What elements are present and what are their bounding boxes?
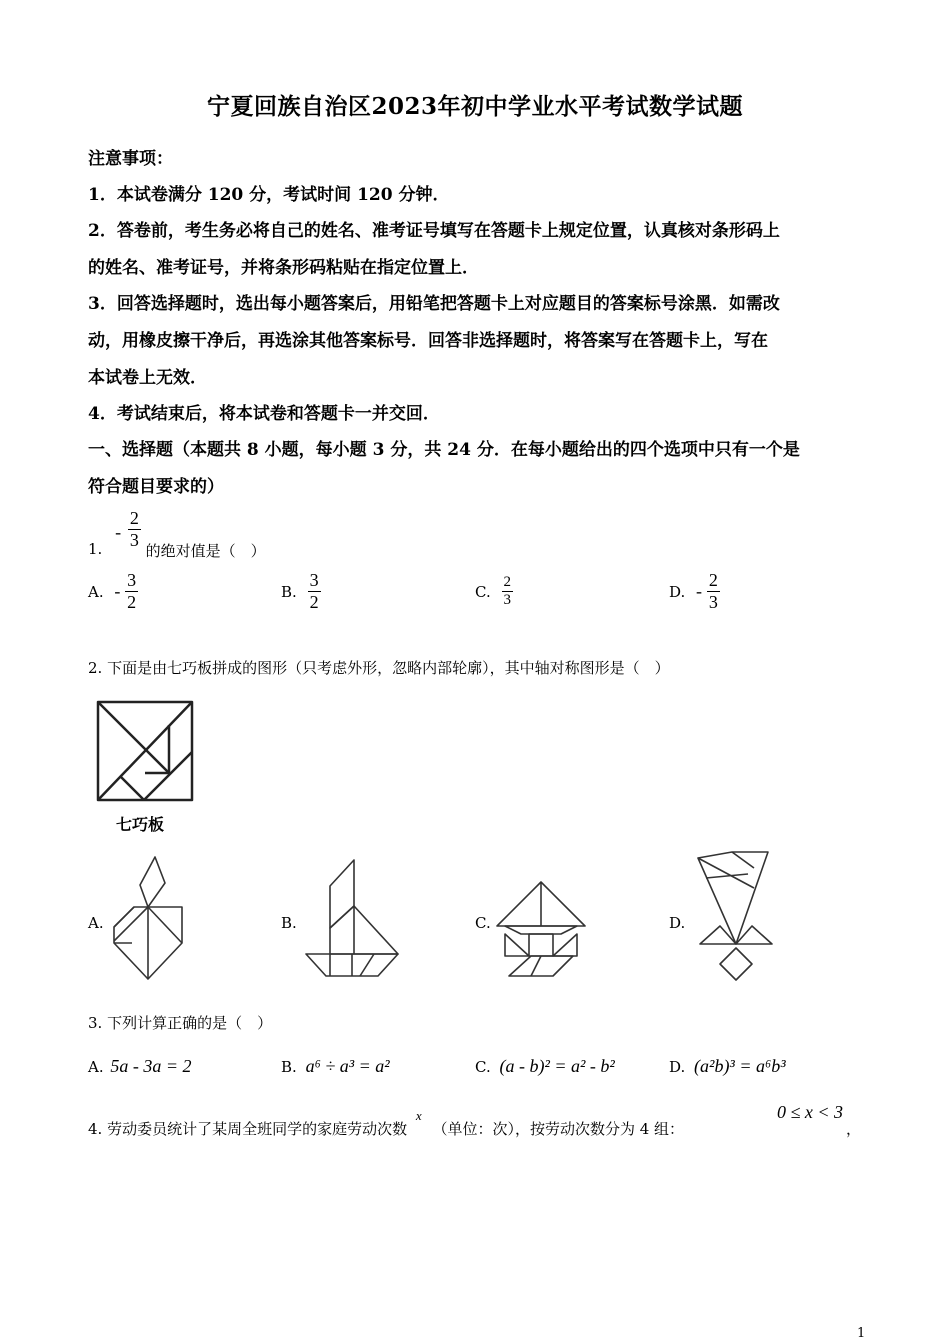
inequality: 0 ≤ x < 3 <box>777 1102 844 1122</box>
question-number: 1. <box>88 540 103 558</box>
option-a[interactable]: A. <box>88 914 104 932</box>
option-expr: a⁶ ÷ a³ = a² <box>305 1056 390 1076</box>
option-d[interactable]: D. <box>669 914 686 932</box>
numerator: 3 <box>127 570 137 590</box>
option-c[interactable]: C. <box>475 914 491 932</box>
option-label: A. <box>88 1058 104 1076</box>
denominator: 3 <box>503 592 511 608</box>
notice-line: 1．本试卷满分 120 分，考试时间 120 分钟． <box>88 185 450 205</box>
option-d[interactable] <box>669 1056 786 1077</box>
tangram-shape-d[interactable] <box>692 848 774 982</box>
neg-sign: - <box>115 522 122 542</box>
tangram-figure <box>96 700 196 804</box>
option-c[interactable] <box>475 1056 615 1077</box>
option-a[interactable] <box>88 570 138 613</box>
tangram-shape-c[interactable] <box>495 880 591 980</box>
option-label: A. <box>88 582 104 601</box>
numerator: 2 <box>503 574 511 590</box>
fraction <box>125 570 138 613</box>
option-expr: (a²b)³ = a⁶b³ <box>694 1056 786 1076</box>
option-expr: 5a - 3a = 2 <box>110 1056 192 1076</box>
question-1 <box>88 508 266 561</box>
fraction <box>128 508 141 551</box>
notice-line: 4．考试结束后，将本试卷和答题卡一并交回． <box>88 404 440 424</box>
question-4-text <box>88 1108 685 1139</box>
neg-sign: - <box>114 581 121 601</box>
option-b[interactable] <box>281 570 321 613</box>
option-b[interactable] <box>281 1056 390 1077</box>
notice-line: 2．答卷前，考生务必将自己的姓名、准考证号填写在答题卡上规定位置，认真核对条形码上 <box>88 221 780 241</box>
denominator: 3 <box>129 530 139 550</box>
numerator: 2 <box>708 570 718 590</box>
notice-line: 的姓名、准考证号，并将条形码粘贴在指定位置上． <box>88 258 479 278</box>
notice-line: 动，用橡皮擦干净后，再选涂其他答案标号．回答非选择题时，将答案写在答题卡上，写在 <box>88 331 768 351</box>
punctuation: ， <box>846 1120 862 1138</box>
option-label: C. <box>475 582 491 601</box>
fraction <box>707 570 720 613</box>
denominator: 3 <box>708 592 718 612</box>
question-2-text: 2. 下面是由七巧板拼成的图形（只考虑外形，忽略内部轮廓），其中轴对称图形是（ ） <box>88 659 670 677</box>
section-heading: 一、选择题（本题共 8 小题，每小题 3 分，共 24 分．在每小题给出的四个选项中只有一个是 <box>88 440 800 460</box>
section-heading-cont: 符合题目要求的） <box>88 477 224 497</box>
option-label: D. <box>669 1058 686 1076</box>
notice-line: 3．回答选择题时，选出每小题答案后，用铅笔把答题卡上对应题目的答案标号涂黑．如需改 <box>88 294 780 314</box>
question-text: 的绝对值是（ ） <box>145 542 266 560</box>
page-title: 宁夏回族自治区2023年初中学业水平考试数学试题 <box>206 93 743 120</box>
tangram-shape-a[interactable] <box>110 855 186 981</box>
page-number: 1 <box>857 1326 866 1341</box>
fraction <box>502 574 514 609</box>
numerator: 3 <box>309 570 319 590</box>
question-3-text: 3. 下列计算正确的是（ ） <box>88 1014 273 1032</box>
neg-sign: - <box>696 581 703 601</box>
question-text: （单位：次），按劳动次数分为 4 组： <box>432 1120 685 1138</box>
option-a[interactable] <box>88 1056 192 1077</box>
option-label: B. <box>281 1058 297 1076</box>
variable: x <box>415 1108 422 1123</box>
tangram-shape-b[interactable] <box>302 858 402 982</box>
tangram-caption: 七巧板 <box>116 815 165 834</box>
option-c[interactable] <box>475 574 513 609</box>
option-label: C. <box>475 1058 491 1076</box>
fraction <box>308 570 321 613</box>
option-label: B. <box>281 582 297 601</box>
option-expr: (a - b)² = a² - b² <box>499 1056 615 1076</box>
question-text: 4. 劳动委员统计了某周全班同学的家庭劳动次数 <box>88 1120 408 1138</box>
notice-heading: 注意事项： <box>88 149 173 169</box>
option-d[interactable] <box>669 570 720 613</box>
option-label: D. <box>669 582 686 601</box>
numerator: 2 <box>129 508 139 528</box>
option-b[interactable]: B. <box>281 914 297 932</box>
notice-line: 本试卷上无效． <box>88 368 207 388</box>
denominator: 2 <box>127 592 137 612</box>
denominator: 2 <box>309 592 319 612</box>
